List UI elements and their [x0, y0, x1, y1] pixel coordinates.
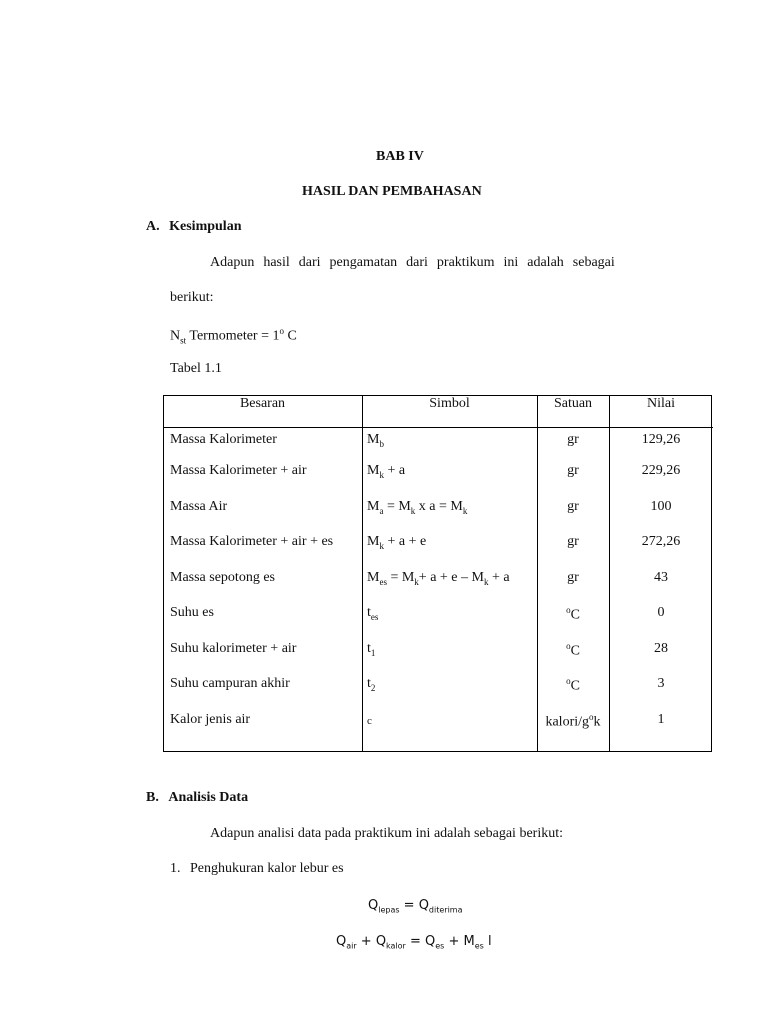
table-caption: Tabel 1.1 — [170, 361, 222, 376]
cell-satuan: gr — [567, 498, 579, 514]
nst-subscript: st — [180, 335, 187, 346]
cell-besaran: Massa Air — [170, 498, 228, 514]
step-1-text: Penghukuran kalor lebur es — [190, 861, 344, 876]
table-header-row — [163, 395, 713, 428]
cell-nilai: 43 — [654, 569, 668, 585]
table-row — [163, 534, 713, 570]
table-row — [163, 712, 713, 748]
nst-line — [170, 326, 297, 345]
cell-satuan: gr — [567, 463, 579, 478]
cell-nilai: 129,26 — [641, 432, 681, 447]
cell-nilai: 0 — [657, 605, 665, 620]
table-row — [163, 570, 713, 606]
section-a-heading — [146, 219, 241, 235]
table-row — [163, 463, 713, 499]
header-besaran: Besaran — [163, 395, 362, 428]
cell-besaran: Suhu campuran akhir — [170, 676, 290, 691]
cell-simbol: $M_a = M_k$ x $a = M_k$ — [367, 498, 468, 516]
section-a-title: Kesimpulan — [169, 219, 242, 234]
cell-besaran: Massa Kalorimeter + air + es — [170, 534, 334, 549]
equation-1: $Q_{lepas} = Q_{diterima}$ — [368, 898, 463, 915]
cell-besaran: Suhu kalorimeter + air — [170, 640, 297, 656]
cell-besaran: Massa Kalorimeter — [170, 432, 277, 447]
cell-satuan: kalori/$g^ok$ — [545, 711, 601, 730]
chapter-title: HASIL DAN PEMBAHASAN — [302, 184, 482, 199]
cell-nilai: 272,26 — [641, 534, 681, 549]
cell-besaran: Massa Kalorimeter + air — [170, 463, 307, 478]
table-row — [163, 641, 713, 677]
cell-simbol: $M_{es} = M_k+ a + e - M_k + a$ — [367, 569, 510, 587]
data-table — [163, 395, 713, 747]
nst-symbol: N — [170, 328, 181, 344]
intro-paragraph-line2: berikut: — [170, 290, 214, 305]
header-nilai: Nilai — [609, 395, 713, 428]
cell-satuan: gr — [567, 534, 579, 549]
nst-text: Termometer = 1 — [186, 328, 280, 344]
table-row — [163, 428, 713, 464]
section-a-label: A. — [146, 219, 160, 234]
cell-nilai: 229,26 — [641, 463, 681, 478]
section-b-label: B. — [146, 790, 159, 805]
table-divider — [362, 395, 363, 752]
cell-simbol: $t_{es}$ — [367, 605, 379, 622]
cell-nilai: 100 — [650, 498, 672, 514]
analysis-intro: Adapun analisi data pada praktikum ini adalah sebagai berikut: — [210, 826, 563, 841]
header-simbol: Simbol — [362, 395, 537, 428]
nst-unit: C — [284, 328, 297, 344]
header-satuan: Satuan — [537, 395, 609, 428]
equation-2: $Q_{air} + Q_{kalor} = Q_{es} + M_{es}$ l — [336, 934, 492, 951]
cell-simbol: $t_1$ — [367, 640, 376, 658]
table-row — [163, 499, 713, 535]
cell-nilai: 3 — [657, 676, 665, 691]
cell-satuan: gr — [567, 569, 579, 585]
cell-satuan: $^o$C — [566, 640, 580, 659]
cell-besaran: Massa sepotong es — [170, 569, 275, 585]
intro-paragraph-line1: Adapun hasil dari pengamatan dari praktikum ini adalah sebagai — [210, 255, 615, 270]
cell-satuan: gr — [567, 432, 579, 447]
table-divider — [537, 395, 538, 752]
cell-besaran: Kalor jenis air — [170, 711, 251, 727]
cell-simbol: $M_b$ — [367, 432, 384, 449]
cell-simbol: $M_k + a$ — [367, 463, 406, 480]
cell-simbol: $t_2$ — [367, 676, 376, 693]
step-1 — [170, 861, 344, 877]
cell-satuan: $^o$C — [566, 605, 580, 623]
nst-degree: o — [279, 326, 284, 336]
table-divider — [609, 395, 610, 752]
cell-simbol: $M_k + a + e$ — [367, 534, 427, 551]
step-1-number: 1. — [170, 861, 181, 876]
cell-besaran: Suhu es — [170, 605, 214, 620]
cell-satuan: $^o$C — [566, 676, 580, 694]
cell-nilai: 1 — [657, 711, 665, 727]
cell-simbol: c — [367, 714, 372, 727]
table-row — [163, 605, 713, 641]
section-b-title: Analisis Data — [168, 790, 249, 805]
chapter-number: BAB IV — [376, 149, 424, 164]
section-b-heading — [146, 790, 248, 806]
cell-nilai: 28 — [654, 640, 668, 656]
table-row — [163, 676, 713, 712]
